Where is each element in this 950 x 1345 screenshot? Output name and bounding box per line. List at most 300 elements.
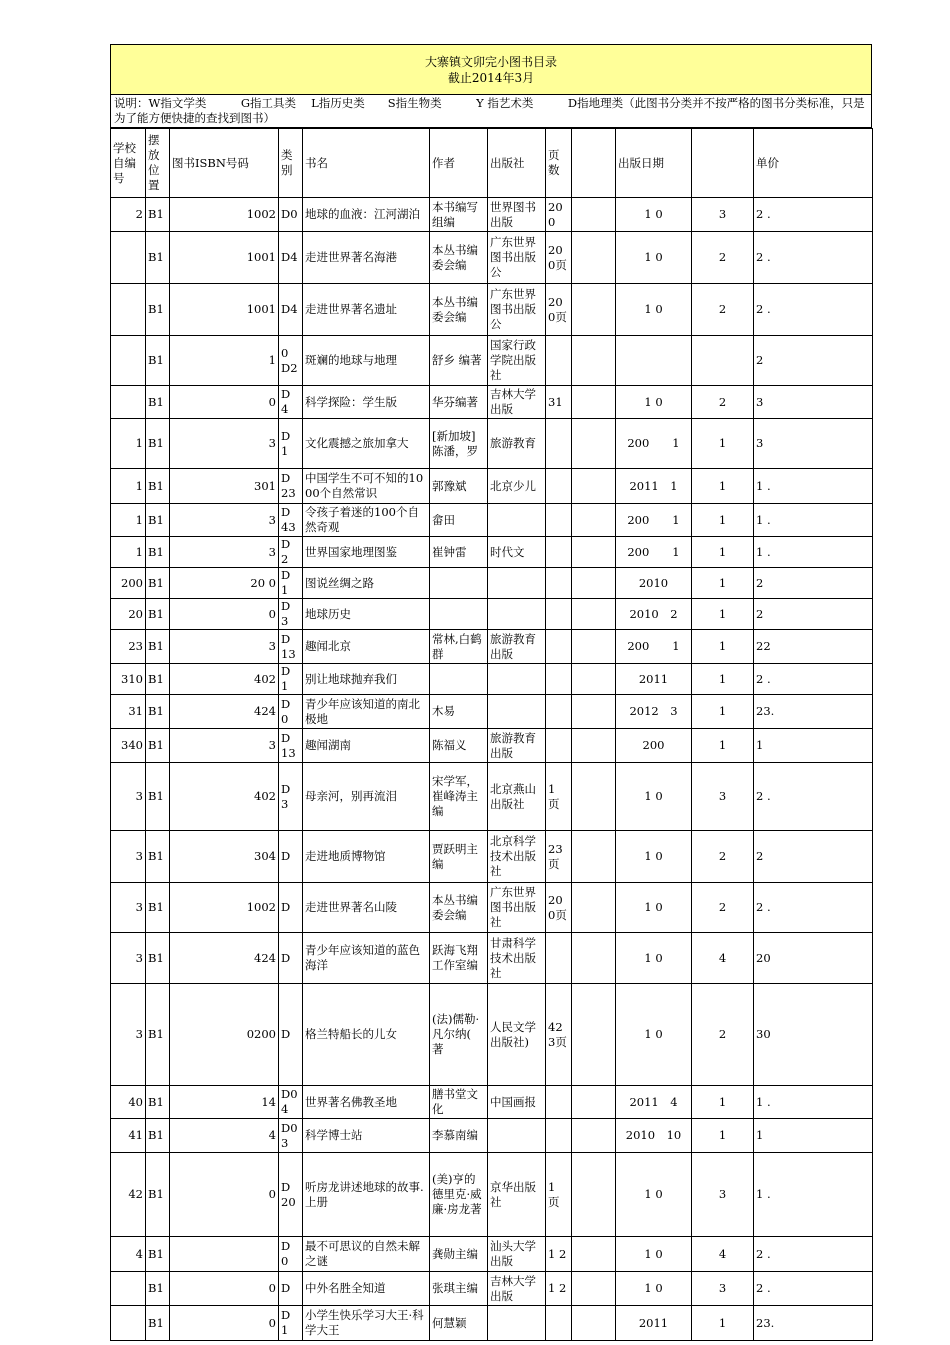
cell-cat: D4 <box>279 232 303 284</box>
cell-publisher <box>488 504 546 537</box>
cell-title: 斑斓的地球与地理 <box>303 336 430 386</box>
cell-pages <box>546 630 572 664</box>
cell-blank <box>572 568 616 599</box>
cell-blank <box>572 386 616 419</box>
cell-author: 何慧颖 <box>430 1306 488 1341</box>
cell-pages <box>546 729 572 763</box>
table-row <box>111 763 873 831</box>
table-row <box>111 336 873 386</box>
cell-d2: 2 <box>692 232 754 284</box>
cell-author <box>430 568 488 599</box>
table-row <box>111 883 873 933</box>
cell-loc: B1 <box>146 984 170 1086</box>
cell-cat: D 1 <box>279 664 303 695</box>
col-header-category: 类别 <box>279 129 303 198</box>
cell-price: 1 . <box>754 469 873 504</box>
cell-d2: 1 <box>692 695 754 729</box>
cell-date: 1 0 <box>616 232 692 284</box>
cell-publisher: 甘肃科学技术出版社 <box>488 933 546 984</box>
cell-cat: D 23 <box>279 469 303 504</box>
cell-publisher: 吉林大学出版 <box>488 1272 546 1306</box>
cell-blank <box>572 1272 616 1306</box>
cell-pages <box>546 537 572 568</box>
cell-no: 31 <box>111 695 146 729</box>
cell-cat: D 3 <box>279 599 303 630</box>
table-row <box>111 599 873 630</box>
cell-d2: 1 <box>692 419 754 469</box>
cell-d2: 3 <box>692 1272 754 1306</box>
cell-author: 本书编写组编 <box>430 198 488 232</box>
cell-publisher: 北京科学技术出版社 <box>488 831 546 883</box>
cell-author: 本丛书编委会编 <box>430 232 488 284</box>
cell-title: 母亲河，别再流泪 <box>303 763 430 831</box>
cell-price: 1 . <box>754 1086 873 1119</box>
col-header-no: 学校自编号 <box>111 129 146 198</box>
cell-cat: D 0 <box>279 695 303 729</box>
cell-isbn: 1002 <box>170 883 279 933</box>
cell-title: 地球历史 <box>303 599 430 630</box>
cell-cat: 0 D2 <box>279 336 303 386</box>
cell-author: 贾跃明主编 <box>430 831 488 883</box>
cell-price: 22 <box>754 630 873 664</box>
cell-pages: 1 页 <box>546 1153 572 1237</box>
cell-pages: 1 2 <box>546 1272 572 1306</box>
cell-d2: 1 <box>692 537 754 568</box>
cell-date: 1 0 <box>616 1237 692 1272</box>
cell-publisher: 北京燕山出版社 <box>488 763 546 831</box>
col-header-publisher: 出版社 <box>488 129 546 198</box>
cell-d2: 2 <box>692 831 754 883</box>
cell-publisher: 人民文学出版社) <box>488 984 546 1086</box>
cell-date <box>616 336 692 386</box>
cell-price: 2 . <box>754 883 873 933</box>
cell-isbn: 3 <box>170 537 279 568</box>
cell-date: 2010 2 <box>616 599 692 630</box>
cell-title: 最不可思议的自然未解之谜 <box>303 1237 430 1272</box>
cell-price: 2 . <box>754 198 873 232</box>
cell-blank <box>572 831 616 883</box>
cell-publisher: 广东世界图书出版公 <box>488 284 546 336</box>
cell-publisher: 汕头大学出版 <box>488 1237 546 1272</box>
table-row <box>111 729 873 763</box>
cell-d2: 1 <box>692 599 754 630</box>
cell-isbn: 0 <box>170 1306 279 1341</box>
cell-cat: D 20 <box>279 1153 303 1237</box>
cell-loc: B1 <box>146 1119 170 1153</box>
cell-cat: D <box>279 1272 303 1306</box>
cell-no <box>111 1306 146 1341</box>
cell-price: 1 . <box>754 504 873 537</box>
cell-price: 1 <box>754 1119 873 1153</box>
cell-isbn: 402 <box>170 763 279 831</box>
cell-cat: D 13 <box>279 729 303 763</box>
header-row <box>111 129 873 198</box>
cell-d2: 3 <box>692 198 754 232</box>
cell-date: 1 0 <box>616 933 692 984</box>
cell-d2: 1 <box>692 1306 754 1341</box>
cell-isbn: 0 <box>170 386 279 419</box>
cell-pages <box>546 1119 572 1153</box>
table-row <box>111 469 873 504</box>
cell-no: 3 <box>111 933 146 984</box>
cell-blank <box>572 284 616 336</box>
cell-cat: D 13 <box>279 630 303 664</box>
cell-d2: 2 <box>692 284 754 336</box>
table-row <box>111 1306 873 1341</box>
cell-publisher: 时代文 <box>488 537 546 568</box>
cell-publisher <box>488 599 546 630</box>
cell-pages <box>546 1306 572 1341</box>
cell-pages <box>546 504 572 537</box>
cell-pages <box>546 469 572 504</box>
cell-title: 地球的血液：江河湖泊 <box>303 198 430 232</box>
cell-publisher: 旅游教育 <box>488 419 546 469</box>
cell-loc: B1 <box>146 1272 170 1306</box>
cell-publisher: 旅游教育出版 <box>488 630 546 664</box>
cell-title: 小学生快乐学习大王·科学大王 <box>303 1306 430 1341</box>
cell-publisher: 广东世界图书出版公 <box>488 232 546 284</box>
cell-isbn: 0 <box>170 1153 279 1237</box>
cell-isbn: 1001 <box>170 232 279 284</box>
cell-cat: D <box>279 883 303 933</box>
cell-pages <box>546 933 572 984</box>
cell-d2: 1 <box>692 1119 754 1153</box>
cell-publisher <box>488 1119 546 1153</box>
cell-pages: 200页 <box>546 883 572 933</box>
cell-date: 200 1 <box>616 630 692 664</box>
cell-loc: B1 <box>146 695 170 729</box>
cell-d2: 1 <box>692 1086 754 1119</box>
cell-no <box>111 284 146 336</box>
cell-author: 李慕南编 <box>430 1119 488 1153</box>
cell-price: 1 . <box>754 1153 873 1237</box>
cell-no: 1 <box>111 469 146 504</box>
cell-blank <box>572 729 616 763</box>
col-header-price: 单价 <box>754 129 873 198</box>
cell-loc: B1 <box>146 284 170 336</box>
cell-no <box>111 386 146 419</box>
cell-title: 中国学生不可不知的1000个自然常识 <box>303 469 430 504</box>
cell-isbn: 3 <box>170 630 279 664</box>
cell-date: 2010 <box>616 568 692 599</box>
cell-blank <box>572 1119 616 1153</box>
cell-price: 23. <box>754 695 873 729</box>
col-header-location: 摆放位置 <box>146 129 170 198</box>
cell-title: 走进地质博物馆 <box>303 831 430 883</box>
cell-isbn: 14 <box>170 1086 279 1119</box>
cell-isbn: 424 <box>170 933 279 984</box>
title-banner <box>110 44 872 95</box>
cell-date: 2010 10 <box>616 1119 692 1153</box>
table-row <box>111 504 873 537</box>
cell-blank <box>572 883 616 933</box>
cell-isbn: 1 <box>170 336 279 386</box>
cell-loc: B1 <box>146 1086 170 1119</box>
cell-d2: 1 <box>692 469 754 504</box>
cell-date: 1 0 <box>616 763 692 831</box>
cell-cat: D 1 <box>279 1306 303 1341</box>
cell-title: 趣闻北京 <box>303 630 430 664</box>
cell-price: 2 . <box>754 763 873 831</box>
cell-author <box>430 599 488 630</box>
cell-author <box>430 664 488 695</box>
cell-date: 200 1 <box>616 419 692 469</box>
cell-pages <box>546 336 572 386</box>
cell-isbn: 20 0 <box>170 568 279 599</box>
cell-author: 崔钟雷 <box>430 537 488 568</box>
cell-d2: 2 <box>692 386 754 419</box>
cell-pages: 23 页 <box>546 831 572 883</box>
cell-publisher: 京华出版社 <box>488 1153 546 1237</box>
cell-publisher: 吉林大学出版 <box>488 386 546 419</box>
cell-isbn: 402 <box>170 664 279 695</box>
cell-blank <box>572 198 616 232</box>
cell-isbn <box>170 1237 279 1272</box>
cell-blank <box>572 1306 616 1341</box>
cell-pages: 31 <box>546 386 572 419</box>
cell-blank <box>572 232 616 284</box>
cell-no: 2 <box>111 198 146 232</box>
cell-cat: D 3 <box>279 763 303 831</box>
cell-blank <box>572 469 616 504</box>
cell-blank <box>572 599 616 630</box>
cell-date: 1 0 <box>616 984 692 1086</box>
cell-no: 200 <box>111 568 146 599</box>
cell-price: 2 <box>754 831 873 883</box>
cell-isbn: 1002 <box>170 198 279 232</box>
cell-no: 23 <box>111 630 146 664</box>
cell-author: 本丛书编委会编 <box>430 284 488 336</box>
cell-date: 1 0 <box>616 1153 692 1237</box>
cell-loc: B1 <box>146 504 170 537</box>
cell-no: 40 <box>111 1086 146 1119</box>
cell-pages: 1 页 <box>546 763 572 831</box>
table-row <box>111 933 873 984</box>
table-row <box>111 419 873 469</box>
cell-d2: 4 <box>692 1237 754 1272</box>
cell-price: 2 . <box>754 664 873 695</box>
cell-d2: 4 <box>692 933 754 984</box>
cell-price: 1 . <box>754 537 873 568</box>
cell-blank <box>572 1237 616 1272</box>
table-row <box>111 664 873 695</box>
cell-blank <box>572 504 616 537</box>
cell-loc: B1 <box>146 1153 170 1237</box>
cell-author: 本丛书编委会编 <box>430 883 488 933</box>
cell-cat: D0 <box>279 198 303 232</box>
cell-publisher <box>488 568 546 599</box>
cell-no: 42 <box>111 1153 146 1237</box>
cell-loc: B1 <box>146 933 170 984</box>
category-legend: 说明：W指文学类 G指工具类 L指历史类 S指生物类 Y 指艺术类 D指地理类（此图书分类并不按严格的图书分类标准，只是为了能方便快捷的查找到图书） <box>110 95 872 128</box>
cell-author: 跃海飞翔工作室编 <box>430 933 488 984</box>
cell-publisher <box>488 664 546 695</box>
cell-pages <box>546 419 572 469</box>
table-row <box>111 695 873 729</box>
cell-title: 中外名胜全知道 <box>303 1272 430 1306</box>
cell-blank <box>572 984 616 1086</box>
cell-publisher: 中国画报 <box>488 1086 546 1119</box>
cell-loc: B1 <box>146 599 170 630</box>
cell-date: 2011 1 <box>616 469 692 504</box>
cell-no: 3 <box>111 883 146 933</box>
cell-publisher: 国家行政学院出版社 <box>488 336 546 386</box>
cell-loc: B1 <box>146 537 170 568</box>
cell-author: 陈福义 <box>430 729 488 763</box>
cell-price: 3 <box>754 386 873 419</box>
cell-no: 3 <box>111 831 146 883</box>
cell-title: 走进世界著名海港 <box>303 232 430 284</box>
cell-d2: 1 <box>692 568 754 599</box>
cell-cat: D 43 <box>279 504 303 537</box>
cell-publisher <box>488 695 546 729</box>
cell-d2: 1 <box>692 729 754 763</box>
cell-publisher: 广东世界图书出版社 <box>488 883 546 933</box>
cell-loc: B1 <box>146 419 170 469</box>
cell-isbn: 3 <box>170 729 279 763</box>
cell-cat: D <box>279 984 303 1086</box>
cell-no: 41 <box>111 1119 146 1153</box>
cell-cat: D 0 <box>279 1237 303 1272</box>
cell-d2: 3 <box>692 1153 754 1237</box>
page-title: 大寨镇文卯完小图书目录 <box>424 55 557 69</box>
cell-date: 2011 <box>616 1306 692 1341</box>
table-row <box>111 1237 873 1272</box>
cell-d2: 3 <box>692 763 754 831</box>
cell-author: 木易 <box>430 695 488 729</box>
cell-blank <box>572 695 616 729</box>
cell-date: 200 1 <box>616 504 692 537</box>
cell-blank <box>572 1086 616 1119</box>
cell-cat: D <box>279 831 303 883</box>
cell-pages: 200页 <box>546 232 572 284</box>
cell-publisher <box>488 1306 546 1341</box>
cell-author: 畲田 <box>430 504 488 537</box>
cell-date: 200 1 <box>616 537 692 568</box>
cell-isbn: 301 <box>170 469 279 504</box>
cell-date: 1 0 <box>616 386 692 419</box>
table-row <box>111 537 873 568</box>
cell-date: 200 <box>616 729 692 763</box>
cell-author: (美)亨的德里克·威廉·房龙著 <box>430 1153 488 1237</box>
cell-blank <box>572 630 616 664</box>
table-row <box>111 284 873 336</box>
book-table <box>110 128 873 1341</box>
cell-title: 格兰特船长的儿女 <box>303 984 430 1086</box>
cell-blank <box>572 933 616 984</box>
cell-publisher: 世界图书出版 <box>488 198 546 232</box>
cell-title: 青少年应该知道的南北极地 <box>303 695 430 729</box>
cell-loc: B1 <box>146 831 170 883</box>
cell-publisher: 旅游教育出版 <box>488 729 546 763</box>
table-row <box>111 568 873 599</box>
cell-price: 1 <box>754 729 873 763</box>
cell-title: 别让地球抛弃我们 <box>303 664 430 695</box>
cell-d2: 2 <box>692 984 754 1086</box>
cell-title: 科学博士站 <box>303 1119 430 1153</box>
cell-author: 常林,白鹤群 <box>430 630 488 664</box>
cell-isbn: 304 <box>170 831 279 883</box>
page-subtitle: 截止2014年3月 <box>447 71 535 85</box>
table-row <box>111 386 873 419</box>
cell-no: 340 <box>111 729 146 763</box>
cell-isbn: 0 <box>170 599 279 630</box>
cell-date: 2012 3 <box>616 695 692 729</box>
cell-author: 膳书堂文化 <box>430 1086 488 1119</box>
cell-price: 2 . <box>754 1237 873 1272</box>
cell-isbn: 0200 <box>170 984 279 1086</box>
cell-loc: B1 <box>146 763 170 831</box>
table-row <box>111 1272 873 1306</box>
cell-d2: 1 <box>692 664 754 695</box>
cell-price: 23. <box>754 1306 873 1341</box>
cell-cat: D 4 <box>279 386 303 419</box>
table-row <box>111 1086 873 1119</box>
cell-date: 2011 <box>616 664 692 695</box>
cell-price: 2 <box>754 599 873 630</box>
table-row <box>111 984 873 1086</box>
cell-author: 龚勋主编 <box>430 1237 488 1272</box>
col-header-blank2 <box>692 129 754 198</box>
cell-author: 舒乡 编著 <box>430 336 488 386</box>
table-row <box>111 1153 873 1237</box>
cell-title: 世界著名佛教圣地 <box>303 1086 430 1119</box>
cell-isbn: 1001 <box>170 284 279 336</box>
cell-date: 1 0 <box>616 831 692 883</box>
cell-blank <box>572 1153 616 1237</box>
catalog-sheet <box>110 44 872 1341</box>
cell-pages <box>546 568 572 599</box>
cell-author: 张琪主编 <box>430 1272 488 1306</box>
col-header-title: 书名 <box>303 129 430 198</box>
table-row <box>111 232 873 284</box>
cell-price: 3 <box>754 419 873 469</box>
cell-d2 <box>692 336 754 386</box>
cell-no <box>111 1272 146 1306</box>
cell-no: 1 <box>111 537 146 568</box>
cell-no: 3 <box>111 763 146 831</box>
cell-no: 1 <box>111 504 146 537</box>
cell-price: 2 <box>754 568 873 599</box>
cell-cat: D04 <box>279 1086 303 1119</box>
cell-title: 听房龙讲述地球的故事.上册 <box>303 1153 430 1237</box>
cell-isbn: 0 <box>170 1272 279 1306</box>
table-row <box>111 1119 873 1153</box>
cell-date: 2011 4 <box>616 1086 692 1119</box>
cell-no: 1 <box>111 419 146 469</box>
cell-price: 20 <box>754 933 873 984</box>
cell-no <box>111 232 146 284</box>
cell-loc: B1 <box>146 232 170 284</box>
cell-blank <box>572 537 616 568</box>
cell-cat: D03 <box>279 1119 303 1153</box>
cell-pages: 1 2 <box>546 1237 572 1272</box>
cell-d2: 2 <box>692 883 754 933</box>
cell-author: 宋学军，崔峰涛主编 <box>430 763 488 831</box>
cell-isbn: 424 <box>170 695 279 729</box>
cell-title: 科学探险：学生版 <box>303 386 430 419</box>
cell-loc: B1 <box>146 664 170 695</box>
cell-title: 青少年应该知道的蓝色海洋 <box>303 933 430 984</box>
cell-title: 走进世界著名遗址 <box>303 284 430 336</box>
table-row <box>111 831 873 883</box>
cell-d2: 1 <box>692 630 754 664</box>
cell-pages <box>546 695 572 729</box>
cell-pages <box>546 599 572 630</box>
cell-date: 1 0 <box>616 198 692 232</box>
cell-pages <box>546 664 572 695</box>
cell-date: 1 0 <box>616 883 692 933</box>
